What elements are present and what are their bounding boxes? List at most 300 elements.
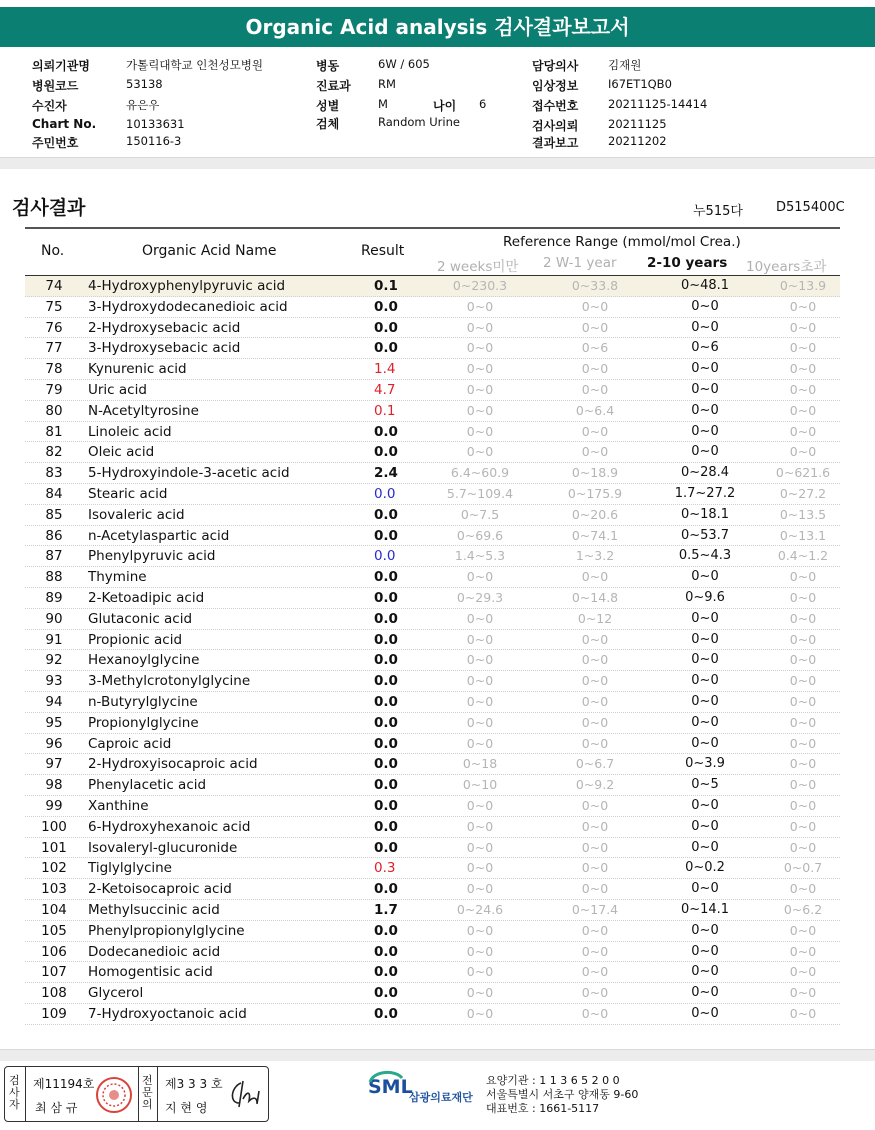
range-adult: 0~0 [789, 402, 817, 418]
range-infant: 0~0 [581, 693, 609, 709]
info-value: 6 [479, 97, 487, 111]
info-label: 주민번호 [32, 136, 79, 150]
range-adult: 0~621.6 [775, 465, 831, 481]
range-child: 0.5~4.3 [678, 548, 732, 564]
row-number: 97 [45, 756, 63, 773]
report-title: Organic Acid analysis 검사결과보고서 [245, 15, 630, 39]
range-infant: 0~14.8 [571, 589, 619, 605]
results-section-title: 검사결과 [12, 197, 86, 219]
examiner-label: 검 사 자 [9, 1074, 20, 1111]
range-adult: 0~0 [789, 881, 817, 897]
range-neonate: 0~0 [466, 444, 494, 460]
range-infant: 0~18.9 [571, 465, 619, 481]
result-value: 0.0 [374, 444, 398, 461]
range-neonate: 0~0 [466, 673, 494, 689]
info-label: Chart No. [32, 117, 97, 131]
range-adult: 0~0 [789, 631, 817, 647]
result-value: 0.0 [374, 881, 398, 898]
sml-logo-icon [366, 1068, 406, 1098]
table-row [25, 734, 840, 755]
range-neonate: 0~0 [466, 361, 494, 377]
range-adult: 0~0 [789, 943, 817, 959]
range-infant: 0~0 [581, 839, 609, 855]
range-child: 0~0 [691, 797, 719, 813]
range-neonate: 0~0 [466, 693, 494, 709]
table-row [25, 838, 840, 859]
acid-name: Glutaconic acid [88, 610, 193, 627]
table-row [25, 401, 840, 422]
range-adult: 0~0 [789, 569, 817, 585]
range-infant: 0~0 [581, 673, 609, 689]
table-row [25, 692, 840, 713]
range-child: 0~5 [691, 777, 719, 793]
range-child: 0~9.6 [685, 589, 725, 605]
info-value: 6W / 605 [378, 57, 430, 71]
col-header-no: No. [41, 243, 65, 259]
acid-name: Caproic acid [88, 735, 172, 752]
table-row [25, 380, 840, 401]
row-number: 109 [41, 1005, 67, 1022]
table-row [25, 1004, 840, 1025]
result-value: 2.4 [374, 465, 398, 482]
range-child: 0~0 [691, 319, 719, 335]
table-row [25, 942, 840, 963]
range-child: 0~3.9 [685, 756, 725, 772]
acid-name: Stearic acid [88, 485, 168, 502]
table-row [25, 650, 840, 671]
table-row [25, 442, 840, 463]
info-value: 53138 [126, 77, 163, 91]
range-adult: 0~0 [789, 610, 817, 626]
range-child: 0~53.7 [680, 527, 730, 543]
range-infant: 0~175.9 [567, 485, 623, 501]
result-value: 0.0 [374, 631, 398, 648]
range-neonate: 0~0 [466, 402, 494, 418]
result-value: 0.1 [374, 278, 398, 294]
range-adult: 0~0 [789, 693, 817, 709]
info-value: 150116-3 [126, 134, 182, 148]
range-child: 0~0 [691, 423, 719, 439]
range-child: 0~0 [691, 943, 719, 959]
range-child: 0~6 [691, 340, 719, 356]
info-label: 담당의사 [532, 59, 579, 73]
range-adult: 0~6.2 [783, 901, 823, 917]
signature-divider [138, 1067, 139, 1121]
row-number: 90 [45, 610, 63, 627]
report-code: 누515다 [693, 204, 743, 219]
verifier-license: 제3 3 3 호 [165, 1077, 223, 1091]
result-value: 1.4 [374, 361, 396, 378]
acid-name: Phenylacetic acid [88, 777, 207, 794]
row-number: 106 [41, 943, 67, 960]
acid-name: Uric acid [88, 381, 147, 398]
info-value: RM [378, 77, 396, 91]
row-number: 89 [45, 589, 63, 606]
range-infant: 0~0 [581, 1005, 609, 1021]
col-header-result: Result [361, 243, 405, 259]
test-code: D515400C [776, 200, 845, 215]
verifier-label: 전 문 의 [142, 1074, 153, 1111]
range-adult: 0~0 [789, 1005, 817, 1021]
row-number: 102 [41, 860, 67, 877]
range-infant: 0~0 [581, 631, 609, 647]
col-header-name: Organic Acid Name [142, 243, 277, 259]
phone-number: 대표번호 : 1661-5117 [486, 1102, 600, 1115]
range-infant: 0~0 [581, 298, 609, 314]
info-label: 수진자 [32, 99, 67, 113]
range-child: 0~0 [691, 361, 719, 377]
range-infant: 0~0 [581, 797, 609, 813]
row-number: 83 [45, 465, 63, 482]
col-header-reference: Reference Range (mmol/mol Crea.) [503, 234, 741, 250]
range-neonate: 0~29.3 [456, 589, 504, 605]
acid-name: n-Acetylaspartic acid [88, 527, 230, 544]
range-infant: 0~0 [581, 735, 609, 751]
acid-name: Hexanoylglycine [88, 652, 200, 669]
result-value: 0.0 [374, 423, 398, 440]
result-value: 0.0 [374, 777, 398, 794]
result-value: 0.0 [374, 319, 398, 336]
range-child: 0~0 [691, 881, 719, 897]
info-label: 임상정보 [532, 79, 579, 93]
acid-name: Phenylpyruvic acid [88, 548, 216, 565]
footer-divider [0, 1049, 875, 1061]
info-value: 김재원 [608, 58, 642, 72]
row-number: 104 [41, 901, 67, 918]
examiner-license: 제11194호 [33, 1077, 95, 1091]
range-child: 1.7~27.2 [674, 485, 736, 501]
range-infant: 0~0 [581, 985, 609, 1001]
range-neonate: 1.4~5.3 [454, 548, 506, 564]
range-infant: 0~0 [581, 964, 609, 980]
col-header-range-adult: 10years초과 [746, 259, 827, 275]
range-adult: 0~0 [789, 839, 817, 855]
range-neonate: 0~0 [466, 298, 494, 314]
acid-name: Linoleic acid [88, 423, 172, 440]
row-number: 75 [45, 298, 63, 315]
range-child: 0~0 [691, 839, 719, 855]
row-number: 74 [45, 278, 63, 294]
range-infant: 0~6.7 [575, 756, 615, 772]
range-child: 0~0 [691, 444, 719, 460]
sml-logo-text: SML [368, 1076, 413, 1098]
info-label: 결과보고 [532, 136, 579, 150]
table-row [25, 588, 840, 609]
range-child: 0~0 [691, 673, 719, 689]
range-neonate: 0~0 [466, 839, 494, 855]
info-label: 성별 [316, 99, 340, 113]
acid-name: 3-Hydroxydodecanedioic acid [88, 298, 288, 315]
table-row [25, 422, 840, 443]
range-child: 0~0 [691, 714, 719, 730]
range-child: 0~0 [691, 381, 719, 397]
result-value: 0.0 [374, 1005, 398, 1022]
row-number: 92 [45, 652, 63, 669]
range-child: 0~0 [691, 631, 719, 647]
range-neonate: 6.4~60.9 [450, 465, 510, 481]
range-adult: 0~0 [789, 964, 817, 980]
range-child: 0~0.2 [685, 860, 725, 876]
row-number: 108 [41, 985, 67, 1002]
info-value: 10133631 [126, 117, 185, 131]
acid-name: N-Acetyltyrosine [88, 402, 199, 419]
range-adult: 0~0 [789, 444, 817, 460]
range-neonate: 0~7.5 [460, 506, 500, 522]
range-infant: 0~6.4 [575, 402, 615, 418]
table-row [25, 276, 840, 297]
range-neonate: 0~0 [466, 985, 494, 1001]
range-neonate: 0~0 [466, 340, 494, 356]
range-adult: 0~0 [789, 922, 817, 938]
address: 서울특별시 서초구 양재동 9-60 [486, 1088, 639, 1101]
range-child: 0~28.4 [680, 465, 730, 481]
row-number: 91 [45, 631, 63, 648]
info-label: 병동 [316, 59, 340, 73]
acid-name: Isovaleryl-glucuronide [88, 839, 238, 856]
table-row [25, 609, 840, 630]
range-infant: 0~0 [581, 943, 609, 959]
table-row [25, 962, 840, 983]
acid-name: 2-Ketoisocaproic acid [88, 881, 232, 898]
range-neonate: 0~0 [466, 797, 494, 813]
row-number: 88 [45, 569, 63, 586]
range-adult: 0~0 [789, 298, 817, 314]
acid-name: Glycerol [88, 985, 144, 1002]
table-row [25, 858, 840, 879]
acid-name: 6-Hydroxyhexanoic acid [88, 818, 251, 835]
range-infant: 0~0 [581, 423, 609, 439]
range-child: 0~0 [691, 818, 719, 834]
range-child: 0~48.1 [680, 278, 730, 293]
row-number: 93 [45, 673, 63, 690]
range-neonate: 0~0 [466, 381, 494, 397]
acid-name: Kynurenic acid [88, 361, 187, 378]
result-value: 0.0 [374, 506, 398, 523]
acid-name: 2-Ketoadipic acid [88, 589, 205, 606]
result-value: 0.0 [374, 569, 398, 586]
row-number: 79 [45, 381, 63, 398]
table-row [25, 671, 840, 692]
range-child: 0~0 [691, 569, 719, 585]
info-label: 검체 [316, 117, 340, 131]
section-divider [0, 157, 875, 169]
result-value: 0.0 [374, 839, 398, 856]
info-value: Random Urine [378, 115, 460, 129]
row-number: 78 [45, 361, 63, 378]
range-infant: 0~0 [581, 444, 609, 460]
acid-name: Isovaleric acid [88, 506, 185, 523]
institution-code: 요양기관 : 1 1 3 6 5 2 0 0 [486, 1074, 620, 1087]
range-neonate: 0~0 [466, 631, 494, 647]
range-neonate: 0~0 [466, 423, 494, 439]
range-adult: 0~0 [789, 652, 817, 668]
result-value: 0.0 [374, 797, 398, 814]
range-adult: 0~0 [789, 714, 817, 730]
table-row [25, 713, 840, 734]
range-neonate: 0~18 [462, 756, 498, 772]
info-value: M [378, 97, 388, 111]
range-adult: 0~0 [789, 756, 817, 772]
range-infant: 0~0 [581, 714, 609, 730]
result-value: 0.0 [374, 693, 398, 710]
signature-box [4, 1066, 269, 1122]
row-number: 101 [41, 839, 67, 856]
range-neonate: 0~10 [462, 777, 498, 793]
info-value: 유은우 [126, 98, 160, 112]
result-value: 0.0 [374, 485, 396, 502]
range-infant: 0~0 [581, 361, 609, 377]
acid-name: Phenylpropionylglycine [88, 922, 245, 939]
result-value: 0.0 [374, 735, 398, 752]
acid-name: 2-Hydroxysebacic acid [88, 319, 241, 336]
row-number: 85 [45, 506, 63, 523]
range-child: 0~0 [691, 402, 719, 418]
examiner-name: 최 삼 규 [35, 1101, 78, 1115]
range-neonate: 0~0 [466, 881, 494, 897]
range-neonate: 0~0 [466, 569, 494, 585]
result-value: 1.7 [374, 901, 398, 918]
acid-name: 5-Hydroxyindole-3-acetic acid [88, 465, 290, 482]
acid-name: Oleic acid [88, 444, 155, 461]
range-child: 0~0 [691, 693, 719, 709]
row-number: 86 [45, 527, 63, 544]
range-infant: 0~0 [581, 818, 609, 834]
patient-info-panel [0, 52, 875, 158]
range-infant: 0~0 [581, 569, 609, 585]
range-child: 0~14.1 [680, 901, 730, 917]
range-infant: 0~9.2 [575, 777, 615, 793]
result-value: 0.0 [374, 922, 398, 939]
range-child: 0~18.1 [680, 506, 730, 522]
acid-name: Dodecanedioic acid [88, 943, 221, 960]
result-value: 0.0 [374, 610, 398, 627]
range-infant: 0~0 [581, 922, 609, 938]
table-row [25, 484, 840, 505]
signature-divider [157, 1067, 158, 1121]
range-neonate: 0~0 [466, 714, 494, 730]
table-row [25, 463, 840, 484]
result-value: 0.0 [374, 340, 398, 357]
row-number: 77 [45, 340, 63, 357]
range-infant: 0~17.4 [571, 901, 619, 917]
range-infant: 0~0 [581, 860, 609, 876]
info-label: 병원코드 [32, 79, 79, 93]
result-value: 0.1 [374, 402, 396, 419]
acid-name: Tiglylglycine [88, 860, 172, 877]
acid-name: Thymine [88, 569, 147, 586]
range-neonate: 5.7~109.4 [446, 485, 514, 501]
range-neonate: 0~0 [466, 860, 494, 876]
result-value: 0.0 [374, 298, 398, 315]
row-number: 96 [45, 735, 63, 752]
table-row [25, 983, 840, 1004]
range-infant: 0~74.1 [571, 527, 619, 543]
range-child: 0~0 [691, 985, 719, 1001]
row-number: 105 [41, 922, 67, 939]
range-neonate: 0~0 [466, 319, 494, 335]
range-neonate: 0~0 [466, 943, 494, 959]
range-child: 0~0 [691, 1005, 719, 1021]
table-row [25, 775, 840, 796]
result-value: 0.0 [374, 589, 398, 606]
table-row [25, 526, 840, 547]
acid-name: 3-Hydroxysebacic acid [88, 340, 241, 357]
range-infant: 0~33.8 [571, 278, 619, 293]
range-infant: 0~0 [581, 652, 609, 668]
range-adult: 0~0 [789, 423, 817, 439]
info-value: 20211125 [608, 117, 667, 131]
info-label: 검사의뢰 [532, 119, 579, 133]
range-adult: 0~0 [789, 818, 817, 834]
info-label: 의뢰기관명 [32, 59, 90, 73]
result-value: 0.0 [374, 985, 398, 1002]
range-child: 0~0 [691, 298, 719, 314]
row-number: 76 [45, 319, 63, 336]
range-neonate: 0~69.6 [456, 527, 504, 543]
range-adult: 0~13.9 [779, 278, 827, 293]
range-infant: 0~12 [577, 610, 613, 626]
row-number: 99 [45, 797, 63, 814]
range-adult: 0~0 [789, 797, 817, 813]
info-label: 진료과 [316, 79, 351, 93]
row-number: 82 [45, 444, 63, 461]
table-row [25, 359, 840, 380]
row-number: 98 [45, 777, 63, 794]
row-number: 87 [45, 548, 63, 565]
range-adult: 0~0 [789, 673, 817, 689]
range-neonate: 0~0 [466, 735, 494, 751]
result-value: 0.0 [374, 943, 398, 960]
acid-name: n-Butyrylglycine [88, 693, 198, 710]
col-header-range-child: 2-10 years [647, 255, 728, 271]
range-infant: 0~6 [581, 340, 609, 356]
row-number: 100 [41, 818, 67, 835]
range-neonate: 0~230.3 [452, 278, 508, 293]
row-number: 80 [45, 402, 63, 419]
acid-name: Methylsuccinic acid [88, 901, 220, 918]
info-label: 접수번호 [532, 99, 579, 113]
result-value: 0.0 [374, 818, 398, 835]
range-adult: 0~0 [789, 381, 817, 397]
table-row [25, 921, 840, 942]
row-number: 81 [45, 423, 63, 440]
row-number: 107 [41, 964, 67, 981]
result-value: 0.0 [374, 527, 398, 544]
col-header-range-infant: 2 W-1 year [543, 255, 617, 271]
report-title-banner [0, 7, 875, 47]
table-row [25, 318, 840, 339]
range-neonate: 0~0 [466, 1005, 494, 1021]
row-number: 103 [41, 881, 67, 898]
table-row [25, 796, 840, 817]
range-adult: 0~0 [789, 589, 817, 605]
table-row [25, 817, 840, 838]
range-infant: 1~3.2 [575, 548, 615, 564]
range-adult: 0~0.7 [783, 860, 823, 876]
result-value: 4.7 [374, 381, 396, 398]
result-value: 0.0 [374, 756, 398, 773]
table-row [25, 546, 840, 567]
info-label: 나이 [433, 99, 457, 113]
signature-divider [25, 1067, 26, 1121]
table-row [25, 338, 840, 359]
range-adult: 0~0 [789, 340, 817, 356]
row-number: 84 [45, 485, 63, 502]
range-child: 0~0 [691, 735, 719, 751]
table-row [25, 879, 840, 900]
row-number: 95 [45, 714, 63, 731]
range-adult: 0~0 [789, 319, 817, 335]
